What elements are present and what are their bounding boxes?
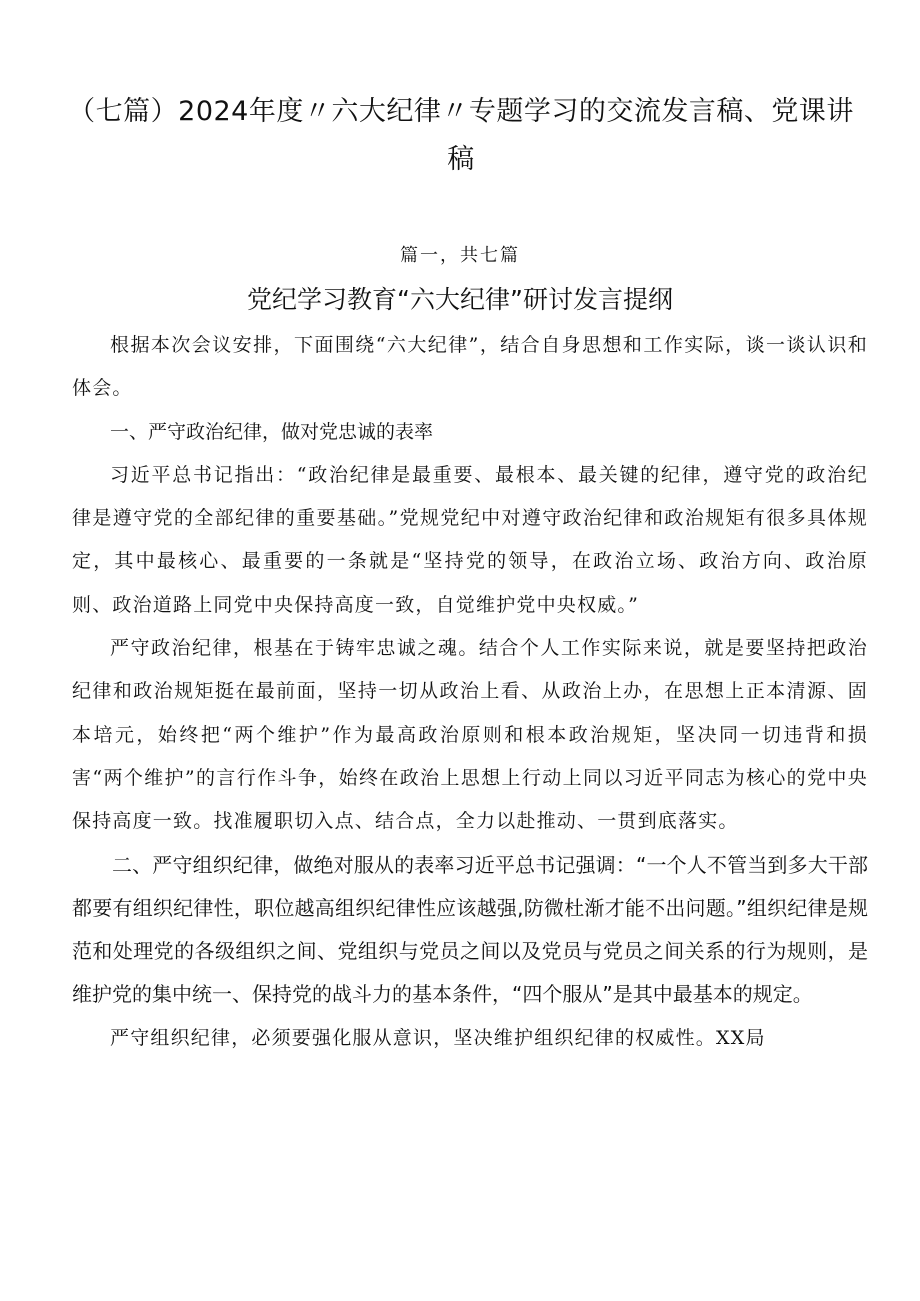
document-body (72, 324, 868, 1060)
paragraph-organizational-practice: 严守组织纪律，必须要强化服从意识，坚决维护组织纪律的权威性。XX局 (110, 1026, 766, 1049)
document-title: （七篇）2024年度〃六大纪律〃专题学习的交流发言稿、党课讲稿 (68, 96, 854, 175)
paragraph-political-practice: 严守政治纪律，根基在于铸牢忠诚之魂。结合个人工作实际来说，就是要坚持把政治纪律和政治规矩挺在最前面，坚持一切从政治上看、从政治上办，在思想上正本清源、固本培元，始终把“两个维护”作为最高政治原则和根本政治规矩，坚决同一切违背和损害“两个维护”的言行作斗争，始终在政治上思想上行动上同以习近平同志为核心的党中央保持高度一致。找准履职切入点、结合点，全力以赴推动、一贯到底落实。 (72, 637, 868, 833)
subheading-organizational-discipline: 二、严守组织纪律，做绝对服从的表率 (112, 852, 455, 877)
section-label: 篇一，共七篇 (400, 245, 520, 266)
paragraph-political-quote: 习近平总书记指出：“政治纪律是最重要、最根本、最关键的纪律，遵守党的政治纪律是遵守党的全部纪律的重要基础。”党规党纪中对遵守政治纪律和政治规矩有很多具体规定，其中最核心、最重要的一条就是“坚持党的领导，在政治立场、政治方向、政治原则、政治道路上同党中央保持高度一致，自觉维护党中央权威。” (72, 463, 868, 616)
section-heading: 党纪学习教育“六大纪律”研讨发言提纲 (247, 285, 673, 314)
intro-paragraph: 根据本次会议安排，下面围绕“六大纪律”，结合自身思想和工作实际，谈一谈认识和体会。 (72, 334, 868, 400)
organizational-discipline-text: 习近平总书记强调：“一个人不管当到多大干部都要有组织纪律性，职位越高组织纪律性应该越强,防微杜渐才能不出问题。”组织纪律是规范和处理党的各级组织之间、党组织与党员之间以及党员与党员之间关系的行为规则，是维护党的集中统一、保持党的战斗力的基本条件，“四个服从”是其中最基本的规定。 (72, 852, 868, 1007)
paragraph-organizational-discipline (72, 844, 868, 1017)
subheading-political-discipline: 一、严守政治纪律，做对党忠诚的表率 (110, 420, 434, 443)
